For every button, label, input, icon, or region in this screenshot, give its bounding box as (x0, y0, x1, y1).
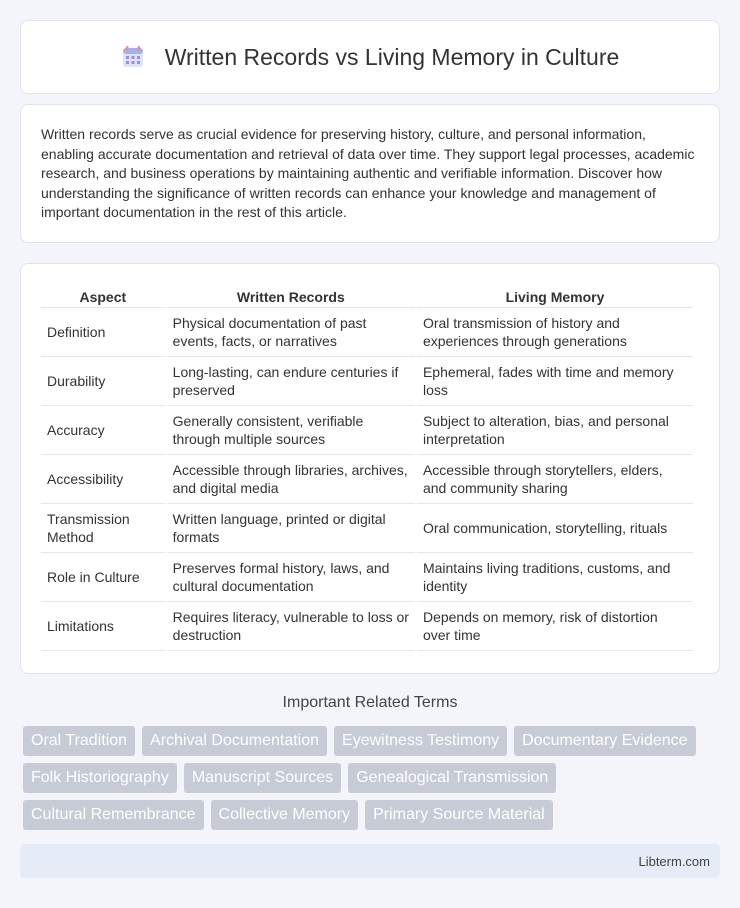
column-header: Aspect (41, 284, 165, 308)
table-row (41, 406, 693, 455)
table-cell: Maintains living traditions, customs, and identity (417, 553, 693, 602)
related-term-tag[interactable]: Folk Historiography (23, 763, 177, 793)
table-cell: Physical documentation of past events, facts, or narratives (167, 308, 415, 357)
table-cell: Accuracy (41, 406, 165, 455)
table-cell: Accessible through storytellers, elders, and community sharing (417, 455, 693, 504)
table-cell: Role in Culture (41, 553, 165, 602)
related-term-tag[interactable]: Genealogical Transmission (348, 763, 556, 793)
intro-card (20, 104, 720, 243)
table-cell: Ephemeral, fades with time and memory loss (417, 357, 693, 406)
table-cell: Oral transmission of history and experiences through generations (417, 308, 693, 357)
table-cell: Generally consistent, verifiable through multiple sources (167, 406, 415, 455)
table-cell: Transmission Method (41, 504, 165, 553)
title-card (20, 20, 720, 94)
table-cell: Definition (41, 308, 165, 357)
table-row (41, 308, 693, 357)
footer-site-link[interactable]: Libterm.com (638, 853, 710, 869)
calendar-icon (121, 45, 145, 69)
related-term-tag[interactable]: Documentary Evidence (514, 726, 695, 756)
related-term-tag[interactable]: Archival Documentation (142, 726, 327, 756)
related-term-tag[interactable]: Primary Source Material (365, 800, 553, 830)
table-cell: Depends on memory, risk of distortion over time (417, 602, 693, 651)
comparison-card (20, 263, 720, 674)
column-header: Written Records (167, 284, 415, 308)
related-term-tag[interactable]: Oral Tradition (23, 726, 135, 756)
column-header: Living Memory (417, 284, 693, 308)
table-cell: Oral communication, storytelling, rituals (417, 504, 693, 553)
table-cell: Preserves formal history, laws, and cultural documentation (167, 553, 415, 602)
footer (20, 844, 720, 878)
comparison-table (39, 284, 695, 651)
table-cell: Written language, printed or digital formats (167, 504, 415, 553)
related-term-tag[interactable]: Cultural Remembrance (23, 800, 204, 830)
table-row (41, 357, 693, 406)
table-cell: Accessibility (41, 455, 165, 504)
intro-text: Written records serve as crucial evidence for preserving history, culture, and personal information, enabling accurate documentation and retrieval of data over time. They support legal processes, academic research, and business operations by maintaining authentic and verifiable information. Discover how understanding the significance of written records can enhance your knowledge and management of important documentation in the rest of this article. (41, 126, 695, 220)
table-cell: Subject to alteration, bias, and personal interpretation (417, 406, 693, 455)
table-row (41, 455, 693, 504)
table-row (41, 602, 693, 651)
table-cell: Durability (41, 357, 165, 406)
related-terms-heading: Important Related Terms (282, 694, 458, 711)
table-cell: Requires literacy, vulnerable to loss or destruction (167, 602, 415, 651)
table-row (41, 504, 693, 553)
related-term-tag[interactable]: Manuscript Sources (184, 763, 341, 793)
page-title: Written Records vs Living Memory in Culture (164, 43, 620, 70)
table-row (41, 553, 693, 602)
related-terms-list (23, 726, 723, 830)
table-header-row (41, 284, 693, 308)
related-term-tag[interactable]: Eyewitness Testimony (334, 726, 507, 756)
related-term-tag[interactable]: Collective Memory (211, 800, 359, 830)
table-cell: Limitations (41, 602, 165, 651)
table-cell: Long-lasting, can endure centuries if preserved (167, 357, 415, 406)
table-cell: Accessible through libraries, archives, and digital media (167, 455, 415, 504)
